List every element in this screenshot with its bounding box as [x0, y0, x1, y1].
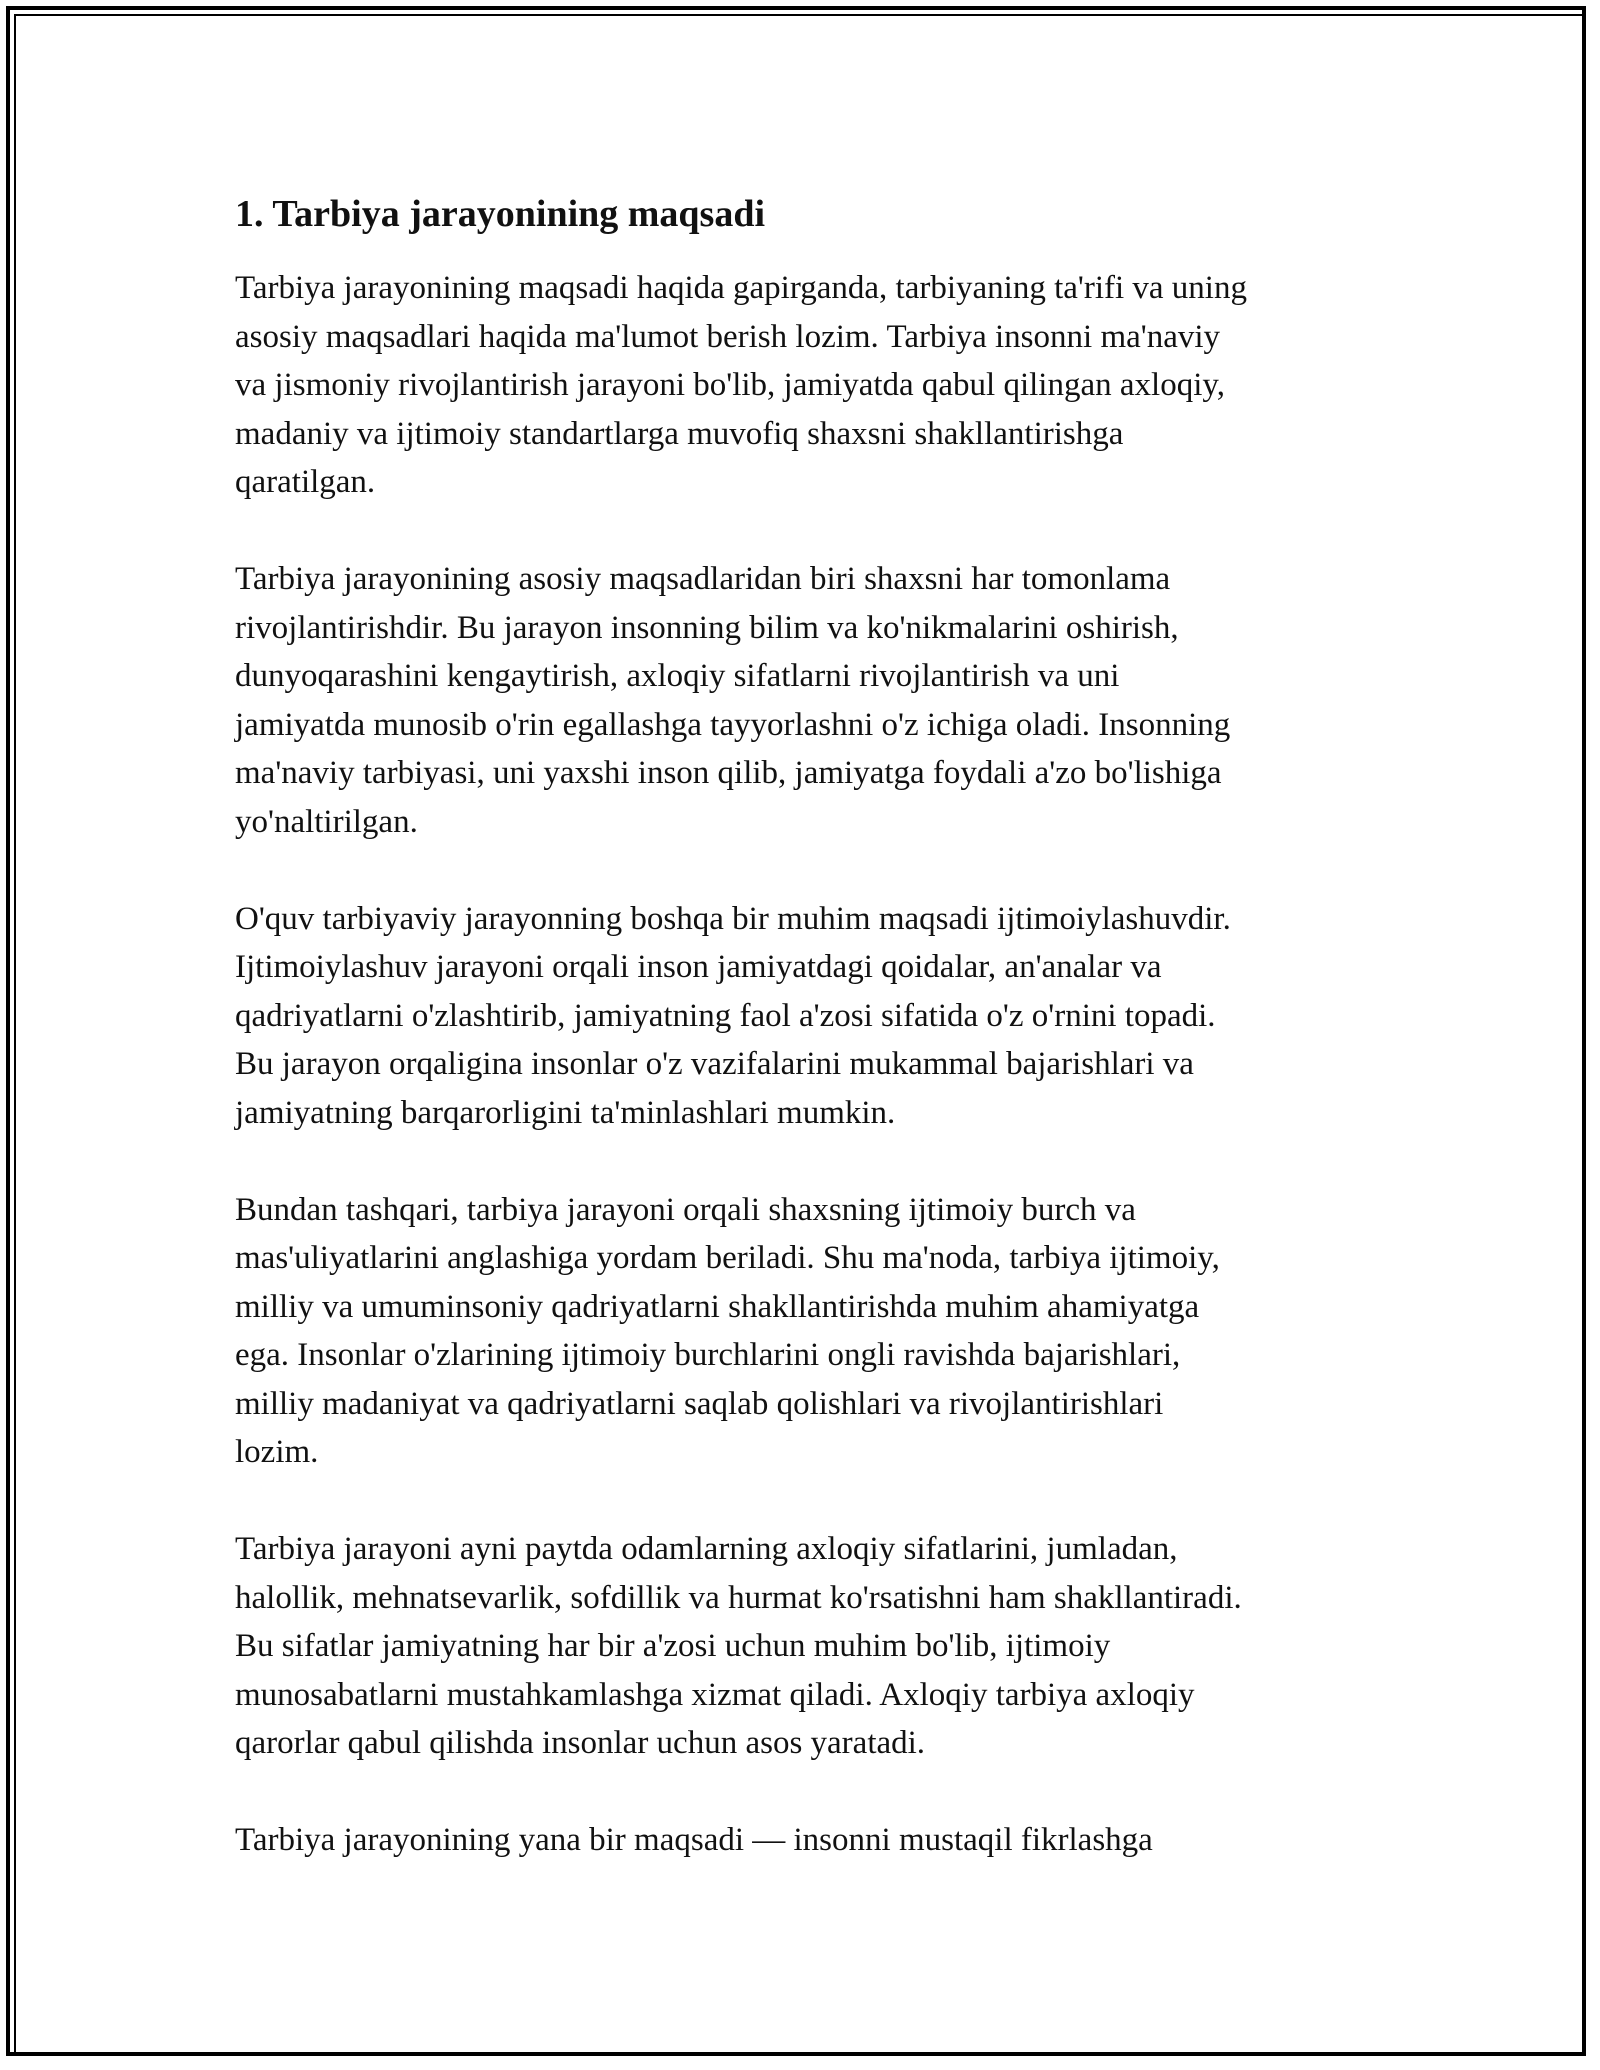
paragraph-5 [235, 1525, 1375, 1768]
paragraph-2 [235, 555, 1375, 846]
text-line: Tarbiya jarayonining maqsadi haqida gapirganda, tarbiyaning ta'rifi va uning [235, 270, 1247, 306]
text-line: lozim. [235, 1434, 319, 1470]
text-line: Tarbiya jarayoni ayni paytda odamlarning axloqiy sifatlarini, jumladan, [235, 1531, 1178, 1567]
text-line: halollik, mehnatsevarlik, sofdillik va hurmat ko'rsatishni ham shakllantiradi. [235, 1579, 1242, 1616]
text-line: rivojlantirishdir. Bu jarayon insonning bilim va ko'nikmalarini oshirish, [235, 609, 1179, 646]
paragraph-6 [235, 1816, 1375, 1865]
text-line: qaratilgan. [235, 464, 376, 500]
text-line: Bundan tashqari, tarbiya jarayoni orqali shaxsning ijtimoiy burch va [235, 1191, 1136, 1228]
text-line: Tarbiya jarayonining asosiy maqsadlaridan biri shaxsni har tomonlama [235, 561, 1171, 597]
text-line: munosabatlarni mustahkamlashga xizmat qiladi. Axloqiy tarbiya axloqiy [235, 1676, 1195, 1713]
text-line: O'quv tarbiyaviy jarayonning boshqa bir muhim maqsadi ijtimoiylashuvdir. [235, 900, 1231, 937]
text-line: ma'naviy tarbiyasi, uni yaxshi inson qilib, jamiyatga foydali a'zo bo'lishiga [235, 755, 1222, 791]
text-line: va jismoniy rivojlantirish jarayoni bo'lib, jamiyatda qabul qilingan axloqiy, [235, 367, 1225, 403]
text-line: dunyoqarashini kengaytirish, axloqiy sifatlarni rivojlantirish va uni [235, 658, 1120, 694]
text-line: mas'uliyatlarini anglashiga yordam beriladi. Shu ma'noda, tarbiya ijtimoiy, [235, 1240, 1220, 1276]
text-line: madaniy va ijtimoiy standartlarga muvofiq shaxsni shakllantirishga [235, 415, 1124, 452]
text-line: Bu jarayon orqaligina insonlar o'z vazifalarini mukammal bajarishlari va [235, 1046, 1194, 1082]
document-body [235, 188, 1375, 1913]
section-heading: 1. Tarbiya jarayonining maqsadi [235, 193, 766, 235]
text-line: jamiyatda munosib o'rin egallashga tayyorlashni o'z ichiga oladi. Insonning [235, 706, 1231, 743]
text-line: milliy va umuminsoniy qadriyatlarni shakllantirishda muhim ahamiyatga [235, 1288, 1200, 1325]
text-line: qadriyatlarni o'zlashtirib, jamiyatning faol a'zosi sifatida o'z o'rnini topadi. [235, 997, 1216, 1034]
paragraph-1 [235, 264, 1375, 507]
text-line: Ijtimoiylashuv jarayoni orqali inson jamiyatdagi qoidalar, an'analar va [235, 949, 1162, 985]
text-line: yo'naltirilgan. [235, 803, 418, 840]
text-line: Tarbiya jarayonining yana bir maqsadi — insonni mustaqil fikrlashga [235, 1822, 1153, 1858]
text-line: milliy madaniyat va qadriyatlarni saqlab qolishlari va rivojlantirishlari [235, 1385, 1164, 1422]
paragraph-3 [235, 895, 1375, 1138]
paragraph-4 [235, 1186, 1375, 1477]
text-line: asosiy maqsadlari haqida ma'lumot berish lozim. Tarbiya insonni ma'naviy [235, 318, 1221, 355]
text-line: ega. Insonlar o'zlarining ijtimoiy burchlarini ongli ravishda bajarishlari, [235, 1337, 1181, 1373]
text-line: Bu sifatlar jamiyatning har bir a'zosi uchun muhim bo'lib, ijtimoiy [235, 1628, 1111, 1664]
text-line: qarorlar qabul qilishda insonlar uchun asos yaratadi. [235, 1725, 926, 1761]
text-line: jamiyatning barqarorligini ta'minlashlari mumkin. [235, 1094, 896, 1131]
